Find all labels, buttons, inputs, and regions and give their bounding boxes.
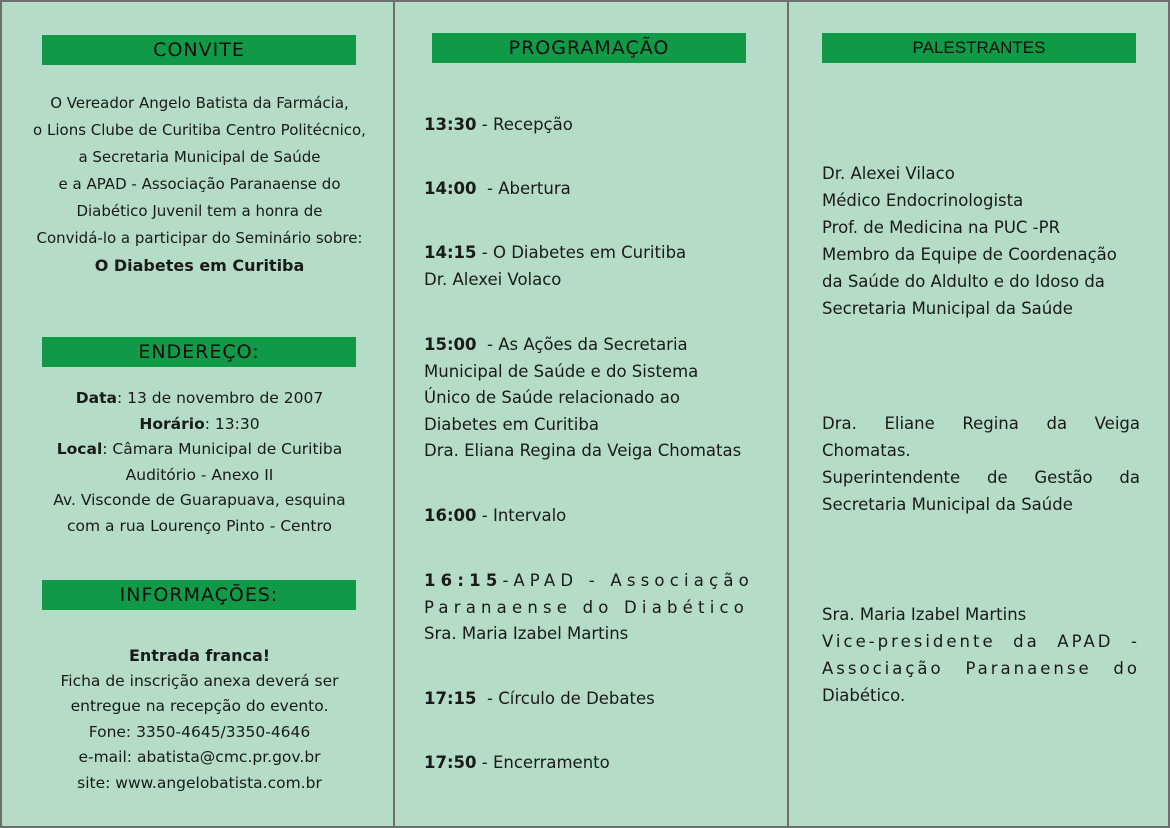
schedule-detail: Municipal de Saúde e do Sistema (424, 361, 699, 381)
convite-line: o Lions Clube de Curitiba Centro Politécnico, (33, 121, 366, 139)
schedule-time: 16:00 (424, 506, 477, 525)
event-name: O Diabetes em Curitiba (94, 256, 305, 275)
convite-line: Diabético Juvenil tem a honra de (76, 202, 323, 220)
speaker-line: Vice-presidente da APAD - (822, 632, 1140, 651)
speaker-block (822, 601, 1140, 709)
date-row (32, 386, 367, 412)
local-value: : Câmara Municipal de Curitiba (102, 440, 343, 458)
schedule-text: - Círculo de Debates (476, 689, 655, 708)
convite-line: O Vereador Angelo Batista da Farmácia, (50, 94, 349, 112)
local-row (32, 437, 367, 463)
email-text: e-mail: abatista@cmc.pr.gov.br (78, 748, 321, 766)
time-row (32, 412, 367, 438)
schedule-speaker: Sra. Maria Izabel Martins (424, 624, 629, 643)
schedule-time: 17:50 (424, 753, 477, 772)
street-line2: com a rua Lourenço Pinto - Centro (67, 516, 332, 535)
schedule-item (424, 176, 769, 203)
speaker-name: Sra. Maria Izabel Martins (822, 605, 1027, 624)
programacao-banner: PROGRAMAÇÃO (432, 33, 746, 63)
schedule-text: -APAD - Associação (502, 571, 754, 590)
convite-line: Convidá-lo a participar do Seminário sobre: (36, 229, 363, 247)
speaker-name: Dra. Eliane Regina da Veiga (822, 414, 1140, 433)
schedule-text: - O Diabetes em Curitiba (476, 243, 687, 262)
schedule-speaker: Dr. Alexei Volaco (424, 269, 562, 289)
speaker-line: Secretaria Municipal da Saúde (822, 495, 1073, 514)
convite-text (32, 90, 367, 279)
speaker-line: Chomatas. (822, 441, 911, 460)
local-label: Local (56, 440, 103, 458)
phone-text: Fone: 3350-4645/3350-4646 (88, 722, 311, 741)
schedule-item (424, 686, 769, 713)
palestrantes-banner: PALESTRANTES (822, 33, 1136, 63)
schedule-time: 16:15 (424, 571, 503, 590)
endereco-banner: ENDEREÇO: (42, 337, 356, 367)
speaker-line: Diabético. (822, 686, 906, 705)
schedule-item (424, 503, 769, 530)
schedule-detail: Paranaense do Diabético (424, 597, 750, 617)
schedule-time: 15:00 (424, 335, 477, 354)
endereco-text (32, 386, 367, 539)
schedule-time: 14:15 (424, 243, 477, 262)
convite-banner: CONVITE (42, 35, 356, 65)
date-value: : 13 de novembro de 2007 (116, 389, 324, 407)
street-line1: Av. Visconde de Guarapuava, esquina (53, 491, 346, 509)
schedule-text: - Abertura (476, 179, 571, 198)
schedule-text: - Recepção (476, 115, 573, 134)
fold-divider-left (393, 2, 395, 826)
info-line: entregue na recepção do evento. (70, 697, 329, 715)
time-value: : 13:30 (204, 414, 260, 433)
informacoes-banner: INFORMAÇÕES: (42, 580, 356, 610)
speaker-name: Dr. Alexei Vilaco (822, 164, 955, 183)
info-line: Ficha de inscrição anexa deverá ser (60, 671, 339, 690)
speaker-line: Prof. de Medicina na PUC -PR (822, 218, 1061, 237)
informacoes-text (32, 643, 367, 796)
schedule-item (424, 240, 769, 293)
schedule-time: 14:00 (424, 179, 477, 198)
schedule-speaker: Dra. Eliana Regina da Veiga Chomatas (424, 441, 742, 460)
time-label: Horário (139, 414, 205, 433)
schedule-item (424, 750, 769, 777)
date-label: Data (75, 389, 117, 407)
schedule-detail: Único de Saúde relacionado ao (424, 388, 680, 407)
schedule-text: - Intervalo (476, 506, 567, 525)
speaker-line: Superintendente de Gestão da (822, 468, 1140, 487)
schedule-time: 17:15 (424, 689, 477, 708)
convite-line: e a APAD - Associação Paranaense do (58, 175, 341, 193)
schedule-item (424, 332, 769, 465)
speaker-line: Secretaria Municipal da Saúde (822, 299, 1073, 318)
speaker-line: Associação Paranaense do (822, 659, 1140, 678)
speaker-block (822, 410, 1140, 518)
schedule-item (424, 568, 769, 648)
site-text: site: www.angelobatista.com.br (77, 773, 322, 792)
speaker-line: Membro da Equipe de Coordenação (822, 245, 1117, 264)
convite-line: a Secretaria Municipal de Saúde (78, 148, 321, 166)
schedule-item (424, 112, 769, 139)
entry-note: Entrada franca! (128, 646, 271, 665)
schedule-text: - Encerramento (476, 753, 610, 772)
schedule-text: - As Ações da Secretaria (476, 335, 688, 354)
schedule-time: 13:30 (424, 115, 477, 134)
local-line2: Auditório - Anexo II (125, 465, 274, 484)
speaker-line: da Saúde do Aldulto e do Idoso da (822, 272, 1105, 291)
speaker-block (822, 160, 1140, 322)
fold-divider-right (787, 2, 789, 826)
speaker-line: Médico Endocrinologista (822, 191, 1024, 210)
schedule-detail: Diabetes em Curitiba (424, 414, 599, 434)
